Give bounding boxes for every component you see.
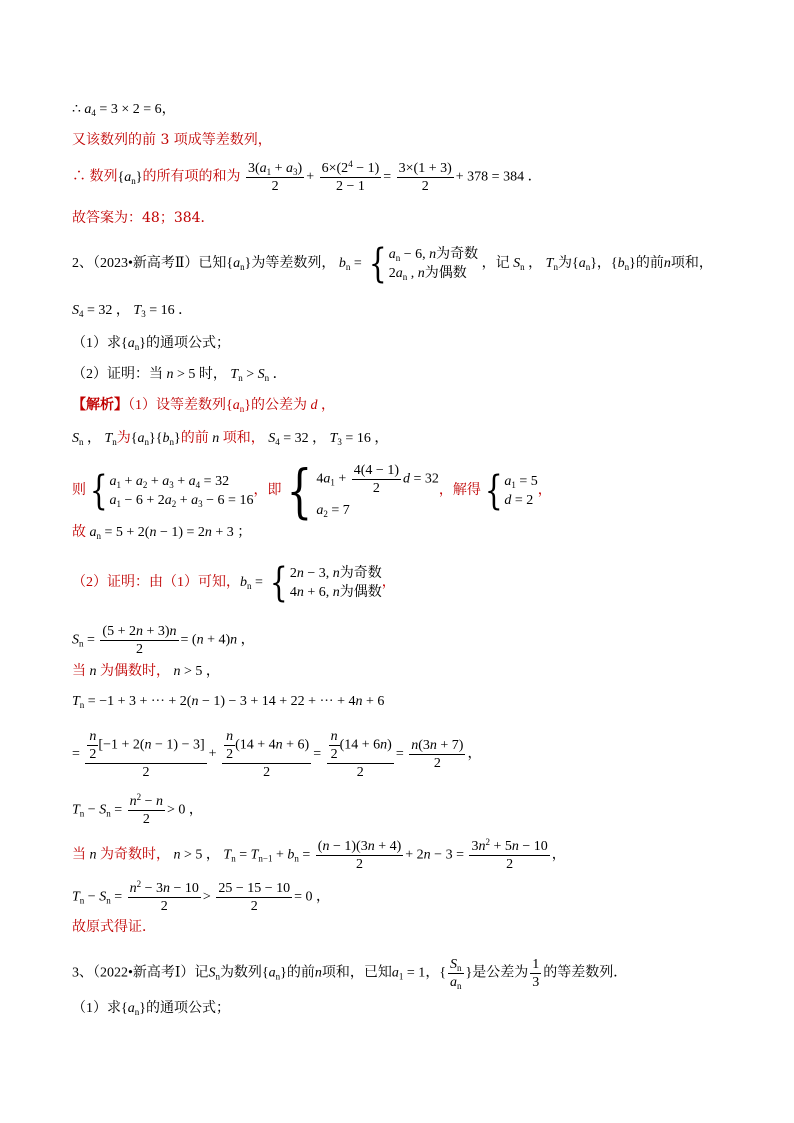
solution-general-term: 故 $a_n = 5 + 2(n - 1) = 2n + 3$ ；	[72, 525, 252, 541]
solution-conclusion: 故原式得证．	[72, 919, 156, 935]
piecewise-bn-solved: { 2n − 3, n为奇数 4n + 6, n为偶数	[270, 560, 382, 606]
solution-odd-case: 当 n 为奇数时， n > 5 ， $T_n = T_{n-1} + b_n$ = $\frac{(n - 1)(3n + 4)}{2}$ + 2n − 3 = $\frac{3n^2 + 5n - 10}{2}$ ，	[72, 837, 566, 872]
line-first-three-arithmetic: 又该数列的前 3 项成等差数列，	[72, 132, 272, 148]
piecewise-bn: { $a_n - 6$, n为奇数 $2a_n$ , n为偶数	[369, 241, 479, 287]
solution-even-case: 当 n 为偶数时， n > 5 ，	[72, 664, 220, 679]
solution-system-line: 则 { $a_1 + a_2 + a_3 + a_4 = 32$ $a_1 - 6 + 2a_2 + a_3 - 6 = 16$ ，即 { $4a_1$ + $\frac{4(4 - 1)}{2}$ d = 32 $a_2 = 7$ ，解得 { $a_1 = 5$ d = 2 ，	[72, 457, 552, 525]
system-3: { $a_1 = 5$ d = 2	[484, 468, 538, 514]
solution-diff-odd: $T_n - S_n$ = $\frac{n^2 - 3n - 10}{2}$ > $\frac{25 - 15 - 10}{2}$ = 0 ，	[72, 879, 331, 914]
solution-part-2-bn: （2）证明：由（1）可知，$b_n$ = { 2n − 3, n为奇数 4n + 6, n为偶数 ，	[72, 560, 396, 606]
question-2-part-1: （1）求$\{a_n\}$的通项公式；	[72, 336, 230, 352]
solution-line-1: 【解析】（1）设等差数列$\{a_n\}$的公差为 d ，	[72, 398, 335, 414]
question-2-given: $S_4 = 32$ ， $T_3 = 16$ ．	[72, 303, 193, 319]
solution-diff-even: $T_n - S_n$ = $\frac{n^2 - n}{2}$ > 0 ，	[72, 792, 203, 827]
question-2-part-2: （2）证明：当 n > 5 时， $T_n > S_n$ ．	[72, 367, 287, 383]
question-2-statement: 2、（2023•新高考Ⅱ）已知$\{a_n\}$为等差数列， $b_n$ = { $a_n - 6$, n为奇数 $2a_n$ , n为偶数 ，记 $S_n$ ， $T_n$为$\{a_n\}$，$\{b_n\}$的前n项和，	[72, 241, 713, 287]
line-answer: 故答案为：48；384．	[72, 210, 215, 226]
line-sum-all-terms: ∴ 数列$\{a_n\}$的所有项的和为 $\frac{3(a_1 + a_3)}{2}$ + $\frac{6\times(2^4 - 1)}{2 - 1}$ = $\frac{3\times(1 + 3)}{2}$ + 378 = 384 ．	[72, 159, 542, 194]
system-2: { $4a_1$ + $\frac{4(4 - 1)}{2}$ d = 32 $a_2 = 7$	[286, 457, 439, 525]
solution-tn-expansion: $T_n = -1 + 3$ + ··· + 2(n − 1) − 3 + 14 + 22 + ··· + 4n + 6	[72, 694, 385, 710]
solution-tn-even-result: = $\frac{n}{2}$ [−1 + 2(n − 1) − 3] 2 + $\frac{n}{2}$ (14 + 4n + 6) 2 = $\frac{n}{2}$ (14 + 6n) 2 = $\frac{n(3n + 7)}{2}$ ，	[72, 729, 482, 780]
solution-sn: $S_n$ = $\frac{(5 + 2n + 3)n}{2}$ = (n + 4)n ，	[72, 624, 255, 657]
solution-line-2: $S_n$ ， $T_n$为$\{a_n\}\{b_n\}$的前 n 项和， $S_4 = 32$ ， $T_3 = 16$ ，	[72, 431, 389, 447]
line-a4-value: ∴ $a_4 = 3 \times 2 = 6$，	[72, 102, 176, 118]
question-3-part-1: （1）求$\{a_n\}$的通项公式；	[72, 1001, 230, 1017]
system-1: { $a_1 + a_2 + a_3 + a_4 = 32$ $a_1 - 6 + 2a_2 + a_3 - 6 = 16$	[89, 468, 254, 514]
question-3-statement: 3、（2022•新高考Ⅰ）记$S_n$为数列$\{a_n\}$的前n项和，已知$a_1 = 1$，{ $\frac{S_n}{a_n}$ }是公差为 $\frac{1}{3}$ 的等差数列．	[72, 957, 628, 991]
